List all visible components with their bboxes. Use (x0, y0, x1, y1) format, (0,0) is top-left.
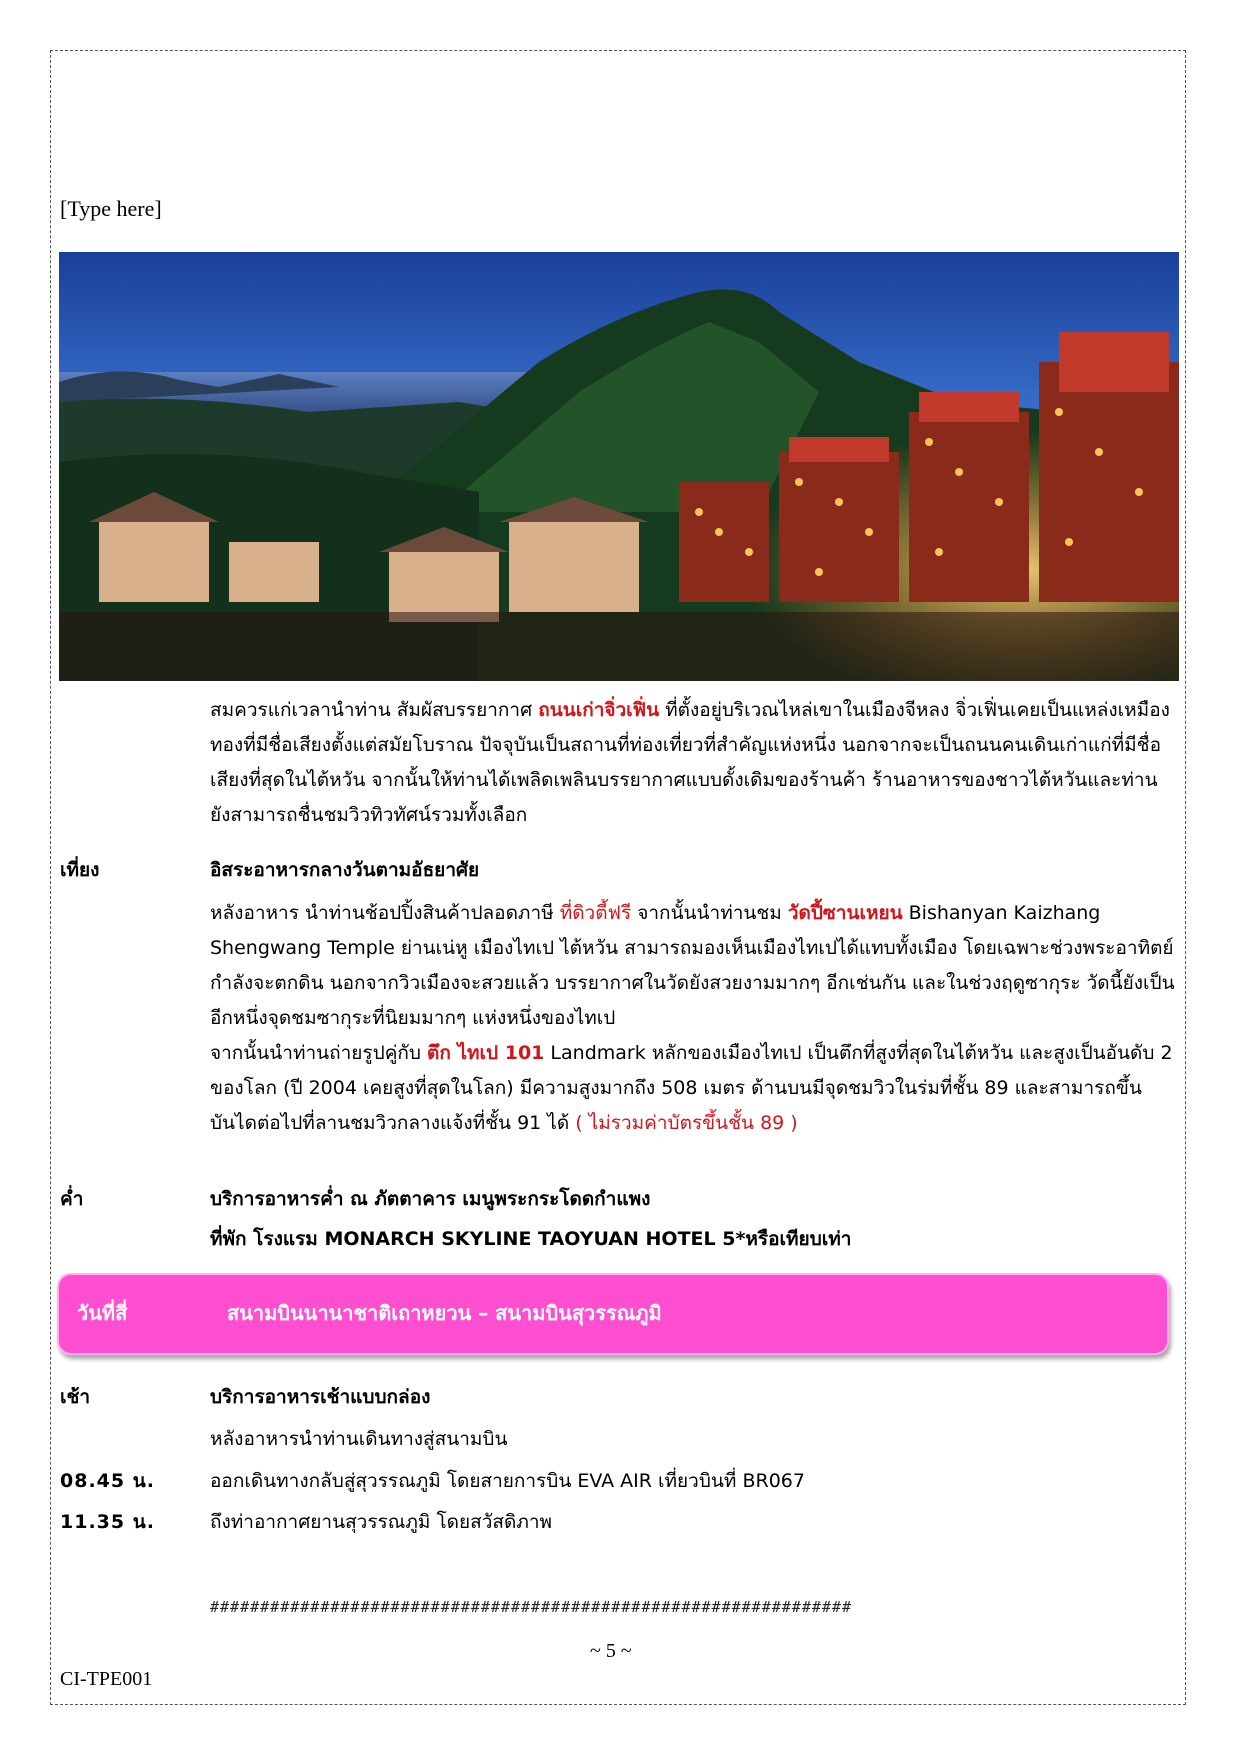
day-four-banner (57, 1273, 1169, 1355)
afternoon-text-1: หลังอาหาร นำท่านช้อปปิ้งสินค้าปลอดภาษี (210, 902, 560, 924)
lunch-label: เที่ยง (60, 859, 100, 881)
page-number: ~ 5 ~ (590, 1640, 632, 1662)
breakfast-text: บริการอาหารเช้าแบบกล่อง (210, 1386, 431, 1408)
day-label: วันที่สี่ (77, 1301, 128, 1325)
taipei101-highlight: ตึก ไทเป 101 (427, 1042, 545, 1064)
intro-text-end: ที่ตั้งอยู่บริเวณไหล่เขาในเมืองจีหลง จิ่วเฟิ่นเคยเป็นแหล่งเหมืองทองที่มีชื่อเสียงตั้งแต่สมัยโบราณ ปัจจุบันเป็นสถานที่ท่องเที่ยวที่สำคัญแห่งหนึ่ง นอกจากจะเป็นถนนคนเดินเก่าแก่ที่มีชื่อเสียงที่สุดในไต้หวัน จากนั้นให้ท่านได้เพลิดเพลินบรรยากาศแบบดั้งเดิมของร้านค้า ร้านอาหารของชาวไต้หวันและท่านยังสามารถชื่นชมวิวทิวทัศน์รวมทั้งเลือก (210, 699, 1170, 826)
afternoon-text-2: จากนั้นนำท่านชม (631, 902, 788, 924)
jiufen-old-street-highlight: ถนนเก่าจิ่วเฟิ่น (538, 699, 660, 721)
flight-time-1: 08.45 น. (60, 1470, 155, 1492)
section-separator: ################################################################ (210, 1598, 852, 1616)
flight-text-1: ออกเดินทางกลับสู่สุวรรณภูมิ โดยสายการบิน EVA AIR เที่ยวบินที่ BR067 (210, 1470, 805, 1492)
intro-text-start: สมควรแก่เวลานำท่าน สัมผัสบรรยากาศ (210, 699, 539, 721)
lunch-text: อิสระอาหารกลางวันตามอัธยาศัย (210, 859, 480, 881)
afternoon-paragraph (210, 896, 1175, 1141)
bishanyan-temple-highlight: วัดปี้ซานเหยน (787, 902, 903, 924)
afternoon-text-3: Bishanyan Kaizhang Shengwang Temple ย่านเน่หู เมืองไทเป ไต้หวัน สามารถมองเห็นเมืองไทเปได้แทบทั้งเมือง โดยเฉพาะช่วงพระอาทิตย์กำลังจะตกดิน นอกจากวิวเมืองจะสวยแล้ว บรรยากาศในวัดยังสวยงามมากๆ อีกเช่นกัน และในช่วงฤดูซากุระ วัดนี้ยังเป็นอีกหนึ่งจุดชมซากุระที่นิยมมากๆ แห่งหนึ่งของไทเป (210, 902, 1175, 1029)
dinner-label: ค่ำ (60, 1188, 84, 1210)
breakfast-label: เช้า (60, 1386, 91, 1408)
ticket-note: ( ไม่รวมค่าบัตรขึ้นชั้น 89 ) (575, 1112, 798, 1134)
day-title: สนามบินนานาชาติเถาหยวน – สนามบินสุวรรณภูมิ (227, 1301, 662, 1325)
hotel-text: ที่พัก โรงแรม MONARCH SKYLINE TAOYUAN HOTEL 5*หรือเทียบเท่า (210, 1228, 852, 1250)
dinner-text: บริการอาหารค่ำ ณ ภัตตาคาร เมนูพระกระโดดกำแพง (210, 1188, 651, 1210)
intro-paragraph (210, 693, 1175, 833)
breakfast-sub-text: หลังอาหารนำท่านเดินทางสู่สนามบิน (210, 1428, 508, 1450)
flight-time-2: 11.35 น. (60, 1511, 155, 1533)
jiufen-night-photo (59, 252, 1179, 681)
taipei101-text-1: จากนั้นนำท่านถ่ายรูปคู่กับ (210, 1042, 428, 1064)
header-placeholder: [Type here] (60, 196, 162, 221)
duty-free-highlight: ที่ดิวตี้ฟรี (559, 902, 632, 924)
footer-code: CI-TPE001 (60, 1668, 153, 1690)
flight-text-2: ถึงท่าอากาศยานสุวรรณภูมิ โดยสวัสดิภาพ (210, 1511, 553, 1533)
taipei101-text-2: Landmark หลักของเมืองไทเป เป็นตึกที่สูงที่สุดในไต้หวัน และสูงเป็นอันดับ 2 ของโลก (ปี 2004 เคยสูงที่สุดในโลก) มีความสูงมากถึง 508 เมตร ด้านบนมีจุดชมวิวในร่มที่ชั้น 89 และสามารถขึ้นบันไดต่อไปที่ลานชมวิวกลางแจ้งที่ชั้น 91 ได้ (210, 1042, 1173, 1134)
